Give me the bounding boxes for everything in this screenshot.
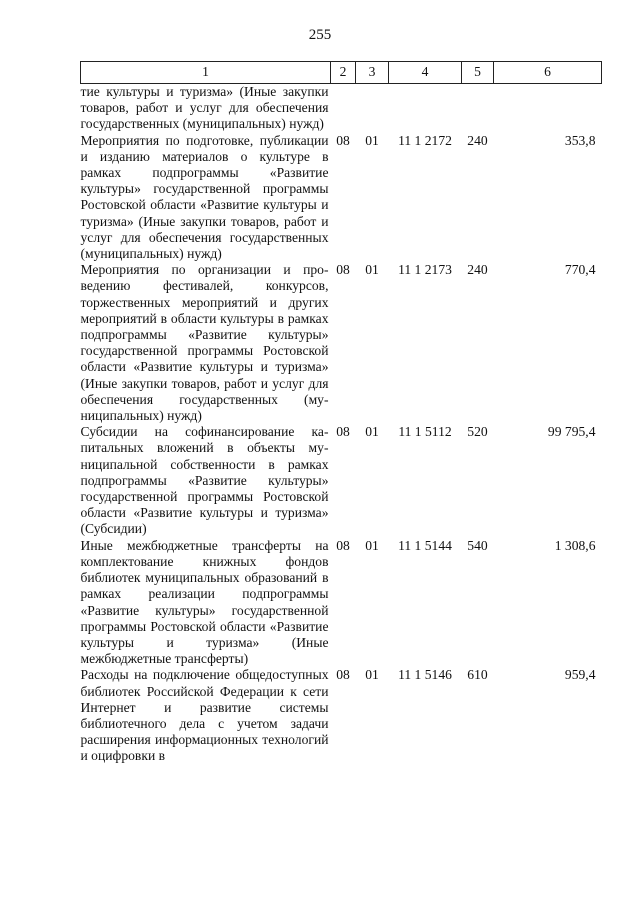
- row-amount: 959,4: [564, 667, 596, 683]
- row-amount: 1 308,6: [554, 537, 596, 553]
- row-amount: 353,8: [564, 132, 596, 148]
- row-subsection: [356, 84, 389, 133]
- header-row: [81, 62, 602, 84]
- row-section: 08: [336, 132, 350, 148]
- row-subsection: 01: [365, 537, 379, 553]
- row-description: тие культуры и туризма» (Иные закупки товаров, работ и услуг для обеспечения государственных (муниципальных) нужд): [80, 84, 329, 132]
- header-col-3: 3: [356, 62, 389, 84]
- row-target-code: 11 1 5146: [398, 667, 452, 683]
- table-row: [81, 424, 602, 537]
- row-amount: [494, 84, 602, 133]
- header-col-5: 5: [462, 62, 494, 84]
- row-description: Мероприятия по организации и проведению фестивалей, конкурсов, торжественных мероприятий и других мероприятий в области культуры в рамках подпрограммы «Развитие культуры» государственной программы Ростовской области «Развитие культуры и туризма» (Иные закупки товаров, работ и услуг для обеспечения государственных (муниципальных) нужд): [80, 262, 329, 424]
- table-row: [81, 133, 602, 263]
- row-section: 08: [336, 537, 350, 553]
- row-subsection: 01: [365, 132, 379, 148]
- row-expense-type: 240: [467, 132, 488, 148]
- row-target-code: 11 1 5144: [398, 537, 452, 553]
- row-target-code: 11 1 2172: [398, 132, 452, 148]
- row-description: Субсидии на софинансирование капитальных вложений в объекты муниципальной собственности в рамках подпрограммы «Развитие культуры» государственной программы Ростовской области «Развитие культуры и туризма» (Субсидии): [80, 424, 329, 537]
- row-expense-type: 520: [467, 424, 488, 440]
- row-section: 08: [336, 424, 350, 440]
- row-section: 08: [336, 667, 350, 683]
- row-expense-type: 610: [467, 667, 488, 683]
- header-col-6: 6: [494, 62, 602, 84]
- row-amount: 99 795,4: [547, 424, 596, 440]
- row-expense-type: [462, 84, 494, 133]
- row-target-code: 11 1 5112: [398, 424, 452, 440]
- row-expense-type: 540: [467, 537, 488, 553]
- page-number: 255: [308, 27, 332, 43]
- row-subsection: 01: [365, 667, 379, 683]
- header-col-1: 1: [81, 62, 331, 84]
- row-target-code: 11 1 2173: [398, 262, 452, 278]
- table-row: [81, 262, 602, 424]
- row-subsection: 01: [365, 424, 379, 440]
- table-row: [81, 538, 602, 668]
- row-section: [331, 84, 356, 133]
- header-col-2: 2: [331, 62, 356, 84]
- row-section: 08: [336, 262, 350, 278]
- header-col-4: 4: [389, 62, 462, 84]
- row-expense-type: 240: [467, 262, 488, 278]
- budget-table: [80, 61, 602, 765]
- row-description: Мероприятия по подготовке, публикации и изданию материалов о культуре в рамках подпрограммы «Развитие культуры» государственной программы Ростовской области «Развитие культуры и туризма» (Иные закупки товаров, работ и услуг для обеспечения государственных (муниципальных) нужд): [80, 132, 329, 262]
- table-row: [81, 667, 602, 764]
- table-row: [81, 84, 602, 133]
- row-subsection: 01: [365, 262, 379, 278]
- row-description: Расходы на подключение общедоступных библиотек Российской Федерации к сети Интернет и развитие системы библиотечного дела с учетом задачи расширения информационных технологий и оцифровки в: [80, 667, 329, 764]
- row-description: Иные межбюджетные трансферты на комплектование книжных фондов библиотек муниципальных образований в рамках реализации подпрограммы «Развитие культуры» государственной программы Ростовской области «Развитие культуры и туризма» (Иные межбюджетные трансферты): [80, 537, 329, 667]
- row-target-code: [389, 84, 462, 133]
- row-amount: 770,4: [564, 262, 596, 278]
